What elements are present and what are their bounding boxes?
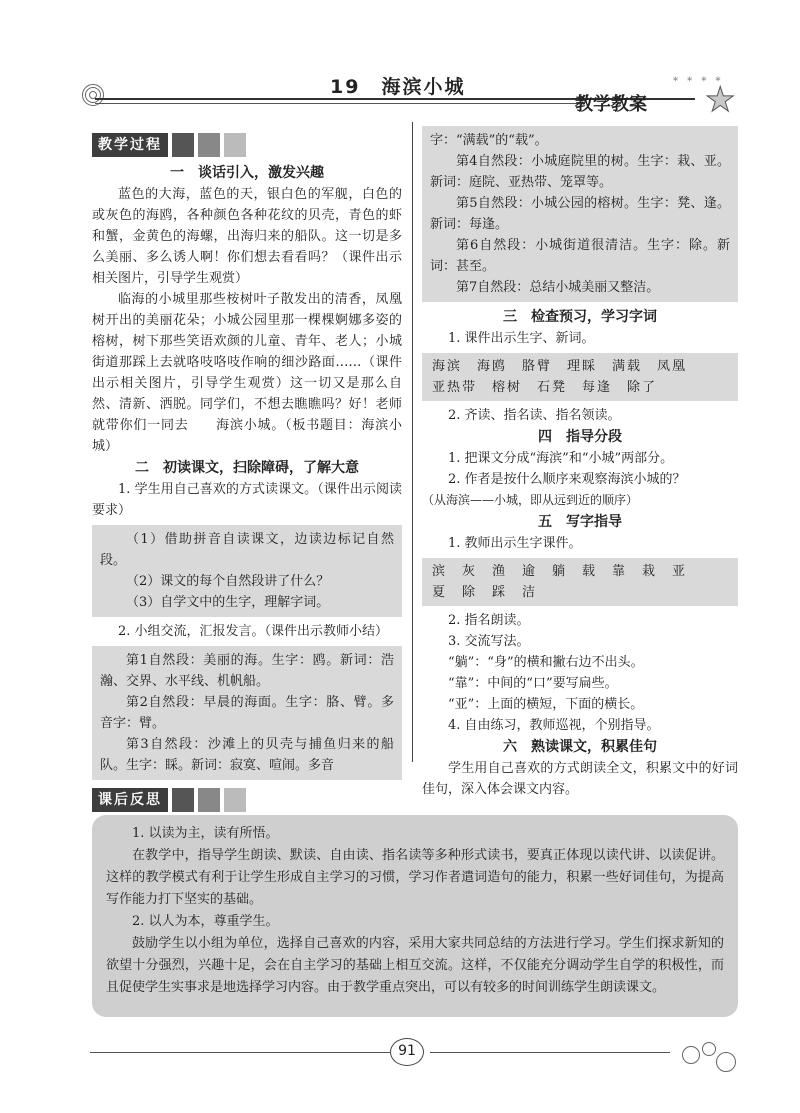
label-block (224, 133, 246, 157)
section-title: 三 检查预习，学习字词 (503, 309, 657, 325)
paragraph-note: （从海滨——小城，即从远到近的顺序） (422, 493, 639, 507)
section-title: 二 初读课文，扫除障碍，了解大意 (135, 460, 359, 476)
paragraph: 3. 交流写法。 (448, 634, 530, 649)
paragraph: 1. 教师出示生字课件。 (448, 536, 582, 551)
characters-line: 滨 灰 渔 逾 躺 载 靠 栽 亚 (432, 564, 688, 579)
paragraph: 1. 把课文分成“海滨”和“小城”两部分。 (448, 451, 674, 466)
paragraph: 临海的小城里那些桉树叶子散发出的清香，凤凰树开出的美丽花朵；小城公园里那一棵棵婀娜多姿的榕树，树下那些笑语欢颜的儿童、青年、老人；小城街道那踩上去就咯吱咯吱作响的细沙路面……（课件出示相关图片，引导学生观赏）这一切又是那么自然、清新、洒脱。同学们，不想去瞧瞧吗？好！老师就带你们一同去 海滨小城。（板书题目：海滨小城） (92, 292, 402, 454)
reflection-paragraph: 鼓励学生以小组为单位，选择自己喜欢的内容，采用大家共同总结的方法进行学习。学生们探求新知的欲望十分强烈，兴趣十足，会在自主学习的基础上相互交流。这样，不仅能充分调动学生自学的积极性，而且促使学生实事求是地选择学习内容。由于教学重点突出，可以有较多的时间训练学生朗读课文。 (106, 936, 724, 995)
vocab-line: 亚热带 榕树 石凳 每逢 除了 (432, 380, 658, 395)
left-column (92, 132, 402, 784)
requirement-item: （1）借助拼音自读课文，边读边标记自然段。 (100, 532, 394, 568)
summary-item: 第1自然段：美丽的海。生字：鸥。新词：浩瀚、交界、水平线、机帆船。 (100, 653, 394, 689)
characters-line: 夏 除 踩 洁 (432, 585, 538, 600)
summary-item: 第3自然段：沙滩上的贝壳与捕鱼归来的船队。生字：睬。新词：寂寞、喧闹。多音 (100, 737, 394, 773)
vocab-line: 海滨 海鸥 胳臂 理睬 满载 凤凰 (432, 359, 688, 374)
header-tag: 教学教案 (575, 94, 647, 115)
summary-item: 第7自然段：总结小城美丽又整洁。 (456, 280, 660, 295)
paragraph: 2. 齐读、指名读、指名领读。 (448, 408, 621, 423)
process-section-label (92, 132, 402, 158)
teacher-summary-box (92, 646, 402, 780)
characters-box (422, 558, 738, 606)
teacher-summary-box-cont (422, 126, 738, 302)
summary-item: 字：“满载”的“载”。 (430, 133, 548, 148)
paragraph: 2. 指名朗读。 (448, 613, 530, 628)
label-block (172, 133, 194, 157)
reflection-label: 课后反思 (92, 788, 168, 812)
section-title: 四 指导分段 (538, 429, 622, 445)
header-rule-thin (95, 103, 585, 104)
writing-tip: “亚”：上面的横短，下面的横长。 (448, 697, 644, 712)
paragraph: 1. 课件出示生字、新词。 (448, 331, 595, 346)
page-footer (90, 1040, 740, 1080)
column-divider (412, 122, 413, 762)
requirement-item: （3）自学文中的生字，理解字词。 (126, 595, 330, 610)
footer-rule (90, 1052, 390, 1053)
reflection-box (92, 815, 738, 1017)
paragraph: 2. 小组交流，汇报发言。（课件出示教师小结） (118, 624, 389, 639)
reflection-paragraph: 在教学中，指导学生朗读、默读、自由读、指名读等多种形式读书，要真正体现以读代讲、以读促讲。这样的教学模式有利于让学生形成自主学习的习惯，学习作者遣词造句的能力，积累一些好词佳句，为提高写作能力打下坚实的基础。 (106, 848, 724, 907)
reflection-section-label (92, 787, 246, 813)
reflection-point: 1. 以读为主，读有所悟。 (132, 826, 279, 841)
section-title: 五 写字指导 (538, 514, 622, 530)
process-label: 教学过程 (92, 133, 168, 157)
label-block (198, 788, 220, 812)
summary-item: 第4自然段：小城庭院里的树。生字：栽、亚。新词：庭院、亚热带、笼罩等。 (430, 154, 730, 190)
requirement-item: （2）课文的每个自然段讲了什么？ (126, 574, 330, 589)
page-header (80, 62, 740, 122)
decorative-circles-icon (82, 84, 108, 110)
reflection-point: 2. 以人为本，尊重学生。 (132, 914, 279, 929)
reading-requirements-box (92, 525, 402, 617)
section-title: 一 谈话引入，激发兴趣 (170, 165, 324, 181)
right-column (422, 126, 738, 800)
footer-rule (430, 1052, 670, 1053)
star-icon: ★ (705, 80, 736, 120)
label-block (172, 788, 194, 812)
lesson-title: 19 海滨小城 (330, 76, 466, 98)
writing-tip: “躺”：“身”的横和撇右边不出头。 (448, 655, 644, 670)
vocab-box (422, 353, 738, 401)
small-stars-icon: * * * * (673, 76, 724, 87)
summary-item: 第2自然段：早晨的海面。生字：胳、臂。多音字：臂。 (100, 695, 394, 731)
summary-item: 第5自然段：小城公园的榕树。生字：凳、逢。新词：每逢。 (430, 196, 730, 232)
paragraph: 4. 自由练习，教师巡视，个别指导。 (448, 718, 660, 733)
paragraph: 2. 作者是按什么顺序来观察海滨小城的？ (448, 472, 686, 487)
paragraph: 蓝色的大海，蓝色的天，银白色的军舰，白色的或灰色的海鸥，各种颜色各种花纹的贝壳，青色的虾和蟹，金黄色的海螺，出海归来的船队。这一切是多么美丽、多么诱人啊！你们想去看看吗？（课件出示相关图片，引导学生观赏） (92, 187, 402, 286)
label-block (224, 788, 246, 812)
paragraph: 学生用自己喜欢的方式朗读全文，积累文中的好词佳句，深入体会课文内容。 (422, 761, 738, 797)
summary-item: 第6自然段：小城街道很清洁。生字：除。新词：甚至。 (430, 238, 730, 274)
page-number: 91 (390, 1038, 424, 1066)
paragraph: 1. 学生用自己喜欢的方式读课文。（课件出示阅读要求） (92, 482, 402, 518)
writing-tip: “靠”：中间的“口”要写扁些。 (448, 676, 618, 691)
label-block (198, 133, 220, 157)
section-title: 六 熟读课文，积累佳句 (503, 739, 657, 755)
